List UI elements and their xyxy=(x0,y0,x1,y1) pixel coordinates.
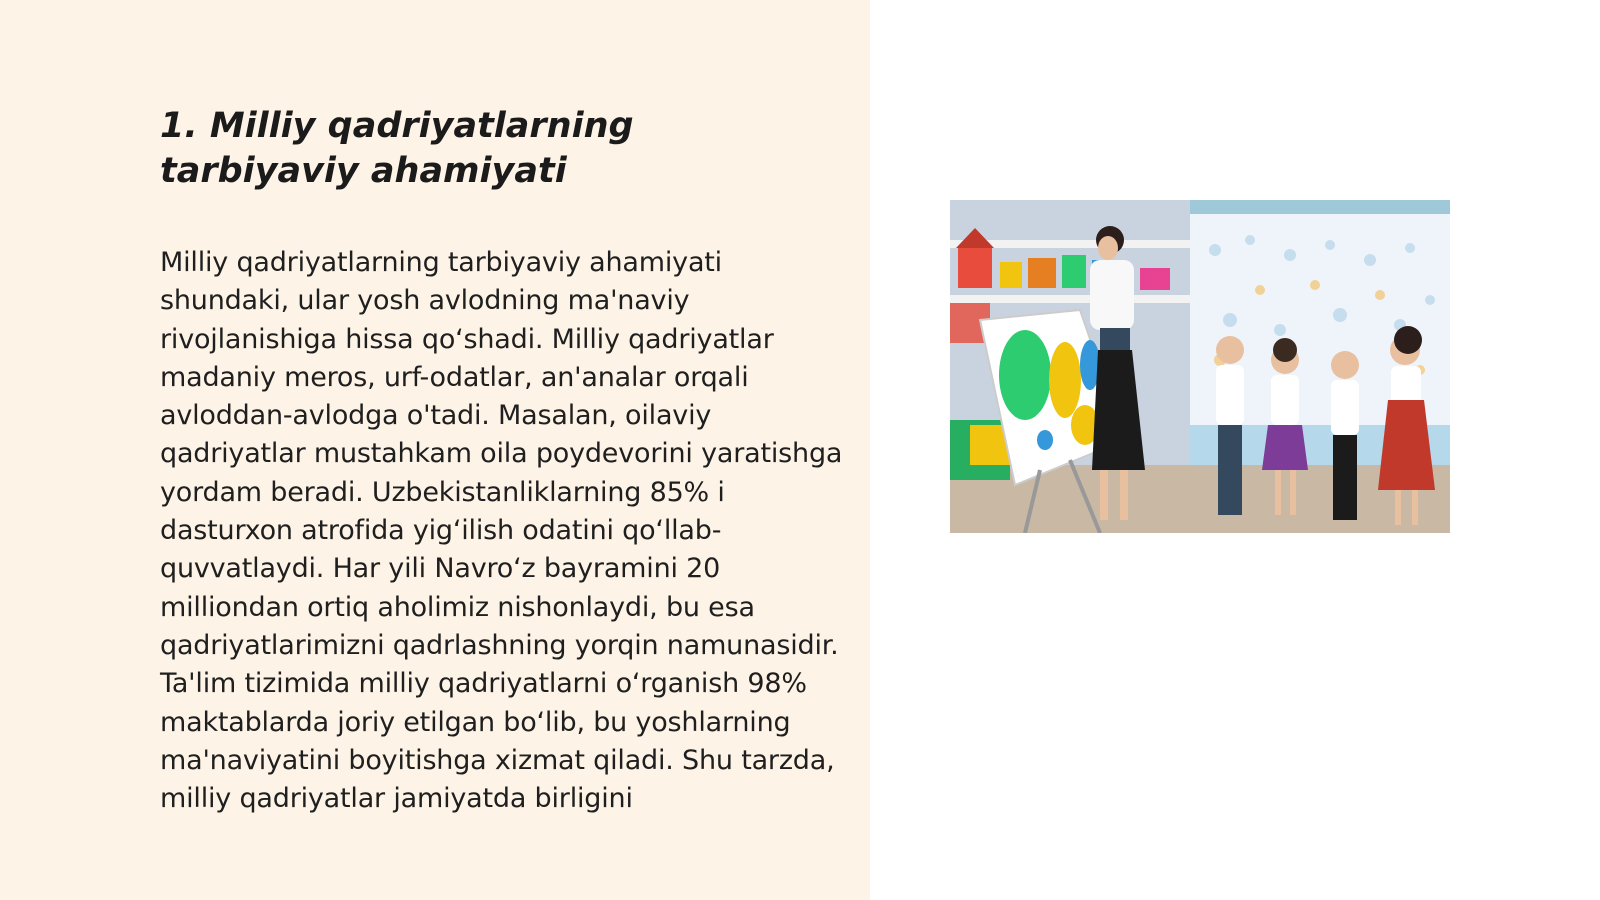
classroom-photo xyxy=(950,200,1450,533)
slide-title: 1. Milliy qadriyatlarning tarbiyaviy ahamiyati xyxy=(160,106,634,191)
slide-body-text: Milliy qadriyatlarning tarbiyaviy ahamiyati shundaki, ular yosh avlodning ma'naviy rivojlanishiga hissa qo‘shadi. Milliy qadriyatlar madaniy meros, urf-odatlar, an'analar orqali avloddan-avlodga o'tadi. Masalan, oilaviy qadriyatlar mustahkam oila poydevorini yaratishga yordam beradi. Uzbekistanliklarning 85% i dasturxon atrofida yig‘ilish odatini qo‘llab-quvvatlaydi. Har yili Navro‘z bayramini 20 milliondan ortiq aholimiz nishonlaydi, bu esa qadriyatlarimizni qadrlashning yorqin namunasidir. Ta'lim tizimida milliy qadriyatlarni o‘rganish 98% maktablarda joriy etilgan bo‘lib, bu yoshlarning ma'naviyatini boyitishga xizmat qiladi. Shu tarzda, milliy qadriyatlar jamiyatda birligini xyxy=(160,247,843,815)
